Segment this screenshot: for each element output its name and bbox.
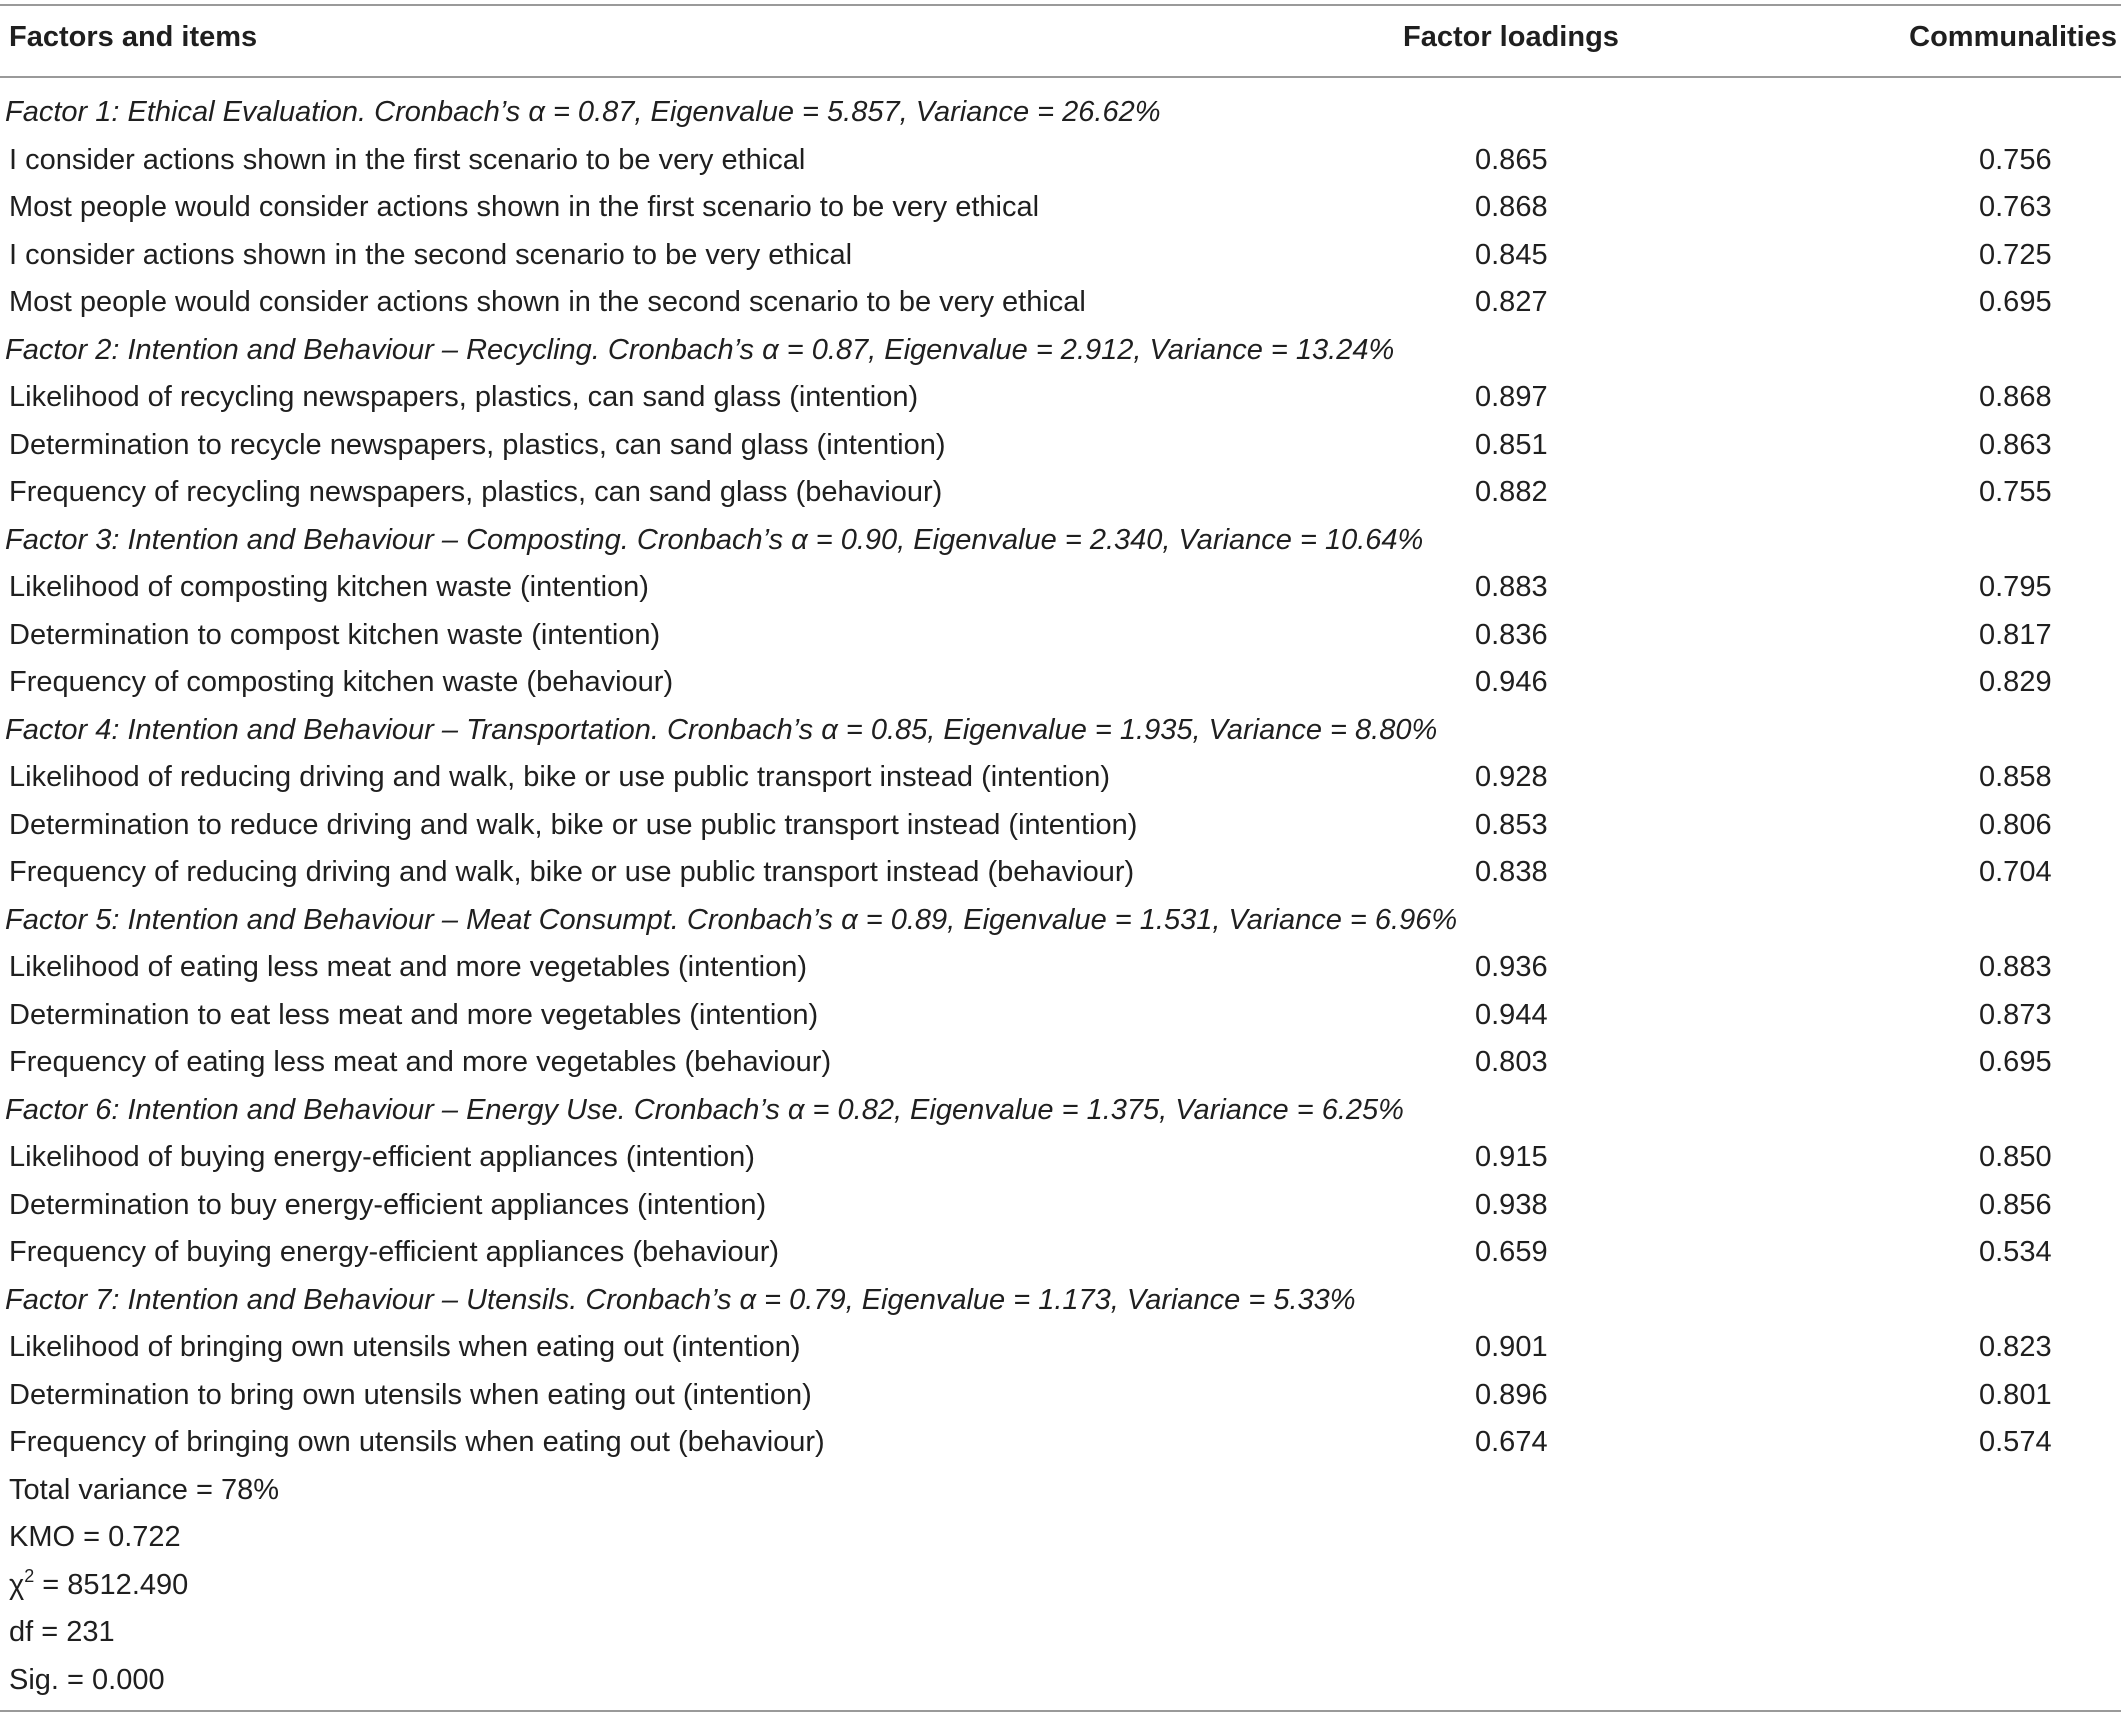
chi-exponent: 2 bbox=[24, 1565, 35, 1586]
summary-sig bbox=[0, 1657, 2121, 1705]
item-label: Frequency of recycling newspapers, plastics, can sand glass (behaviour) bbox=[9, 476, 943, 508]
table-row bbox=[0, 849, 2121, 897]
factor-loading: 0.803 bbox=[1475, 1046, 1548, 1078]
table-row bbox=[0, 1134, 2121, 1182]
table-row bbox=[0, 1182, 2121, 1230]
header-factors-and-items: Factors and items bbox=[9, 21, 258, 53]
summary-chi-square bbox=[0, 1562, 2121, 1610]
communality: 0.850 bbox=[1979, 1141, 2052, 1173]
factor-label: Factor 3: Intention and Behaviour – Composting. Cronbach’s α = 0.90, Eigenvalue = 2.340, Variance = 10.64% bbox=[5, 523, 1424, 556]
header-factor-loadings: Factor loadings bbox=[1403, 21, 1619, 53]
factor-label: Factor 1: Ethical Evaluation. Cronbach’s α = 0.87, Eigenvalue = 5.857, Variance = 26.62% bbox=[5, 96, 1161, 128]
factor-loading: 0.868 bbox=[1475, 191, 1548, 223]
factor-row bbox=[0, 1277, 2121, 1325]
communality: 0.704 bbox=[1979, 856, 2052, 888]
factor-row bbox=[0, 1087, 2121, 1135]
factor-loading: 0.883 bbox=[1475, 571, 1548, 603]
factor-label: Factor 4: Intention and Behaviour – Transportation. Cronbach’s α = 0.85, Eigenvalue = 1.935, Variance = 8.80% bbox=[5, 713, 1438, 746]
factor-row bbox=[0, 517, 2121, 565]
item-label: Frequency of eating less meat and more vegetables (behaviour) bbox=[9, 1046, 832, 1078]
item-label: Frequency of bringing own utensils when eating out (behaviour) bbox=[9, 1426, 825, 1458]
factor-label: Factor 2: Intention and Behaviour – Recycling. Cronbach’s α = 0.87, Eigenvalue = 2.912, Variance = 13.24% bbox=[5, 333, 1395, 366]
summary-df bbox=[0, 1609, 2121, 1657]
communality: 0.863 bbox=[1979, 428, 2052, 461]
communality: 0.823 bbox=[1979, 1331, 2052, 1363]
communality: 0.829 bbox=[1979, 666, 2052, 698]
factor-loading: 0.865 bbox=[1475, 143, 1548, 176]
factor-loading: 0.896 bbox=[1475, 1378, 1548, 1411]
communality: 0.763 bbox=[1979, 191, 2052, 223]
factor-loading: 0.936 bbox=[1475, 951, 1548, 983]
factor-loading: 0.827 bbox=[1475, 286, 1548, 318]
summary-total-variance bbox=[0, 1467, 2121, 1515]
table-row bbox=[0, 802, 2121, 850]
table-row bbox=[0, 944, 2121, 992]
item-label: Likelihood of buying energy-efficient appliances (intention) bbox=[9, 1141, 755, 1173]
communality: 0.755 bbox=[1979, 476, 2052, 508]
table-row bbox=[0, 1229, 2121, 1277]
table-row bbox=[0, 992, 2121, 1040]
table-row bbox=[0, 279, 2121, 327]
communality: 0.806 bbox=[1979, 808, 2052, 841]
factor-loading: 0.901 bbox=[1475, 1331, 1548, 1363]
df-text: df = 231 bbox=[9, 1616, 115, 1648]
factor-loading: 0.659 bbox=[1475, 1236, 1548, 1268]
table-row bbox=[0, 754, 2121, 802]
factor-label: Factor 5: Intention and Behaviour – Meat Consumpt. Cronbach’s α = 0.89, Eigenvalue = 1.531, Variance = 6.96% bbox=[5, 903, 1458, 936]
chi-symbol: χ bbox=[9, 1568, 25, 1601]
communality: 0.883 bbox=[1979, 951, 2052, 983]
communality: 0.873 bbox=[1979, 998, 2052, 1031]
communality: 0.801 bbox=[1979, 1378, 2052, 1411]
communality: 0.695 bbox=[1979, 286, 2052, 318]
table-body bbox=[0, 89, 2121, 1704]
table-row bbox=[0, 564, 2121, 612]
communality: 0.574 bbox=[1979, 1426, 2052, 1458]
factor-loading: 0.928 bbox=[1475, 761, 1548, 793]
total-variance-text: Total variance = 78% bbox=[9, 1473, 280, 1506]
item-label: I consider actions shown in the second scenario to be very ethical bbox=[9, 238, 853, 271]
communality: 0.795 bbox=[1979, 571, 2052, 603]
factor-loading: 0.882 bbox=[1475, 476, 1548, 508]
item-label: Determination to eat less meat and more vegetables (intention) bbox=[9, 998, 819, 1031]
factor-loading: 0.946 bbox=[1475, 666, 1548, 698]
factor-loading: 0.845 bbox=[1475, 238, 1548, 271]
table-row bbox=[0, 1039, 2121, 1087]
item-label: Likelihood of recycling newspapers, plastics, can sand glass (intention) bbox=[9, 381, 919, 413]
table-row bbox=[0, 659, 2121, 707]
item-label: I consider actions shown in the first scenario to be very ethical bbox=[9, 143, 806, 176]
item-label: Frequency of composting kitchen waste (behaviour) bbox=[9, 666, 674, 698]
sig-text: Sig. = 0.000 bbox=[9, 1663, 165, 1696]
communality: 0.725 bbox=[1979, 238, 2052, 271]
communality: 0.817 bbox=[1979, 618, 2052, 651]
communality: 0.756 bbox=[1979, 143, 2052, 176]
item-label: Determination to recycle newspapers, plastics, can sand glass (intention) bbox=[9, 428, 946, 461]
factor-row bbox=[0, 707, 2121, 755]
kmo-text: KMO = 0.722 bbox=[9, 1521, 181, 1553]
table-row bbox=[0, 612, 2121, 660]
table-row bbox=[0, 1324, 2121, 1372]
bottom-rule bbox=[0, 1710, 2121, 1712]
factor-label: Factor 7: Intention and Behaviour – Utensils. Cronbach’s α = 0.79, Eigenvalue = 1.173, Variance = 5.33% bbox=[5, 1283, 1356, 1316]
item-label: Likelihood of bringing own utensils when eating out (intention) bbox=[9, 1331, 801, 1363]
communality: 0.695 bbox=[1979, 1046, 2052, 1078]
table-row bbox=[0, 422, 2121, 470]
table-row bbox=[0, 1419, 2121, 1467]
factor-loading: 0.938 bbox=[1475, 1188, 1548, 1221]
item-label: Determination to buy energy-efficient appliances (intention) bbox=[9, 1188, 767, 1221]
item-label: Determination to reduce driving and walk, bike or use public transport instead (intention) bbox=[9, 808, 1138, 841]
chi-square-text bbox=[9, 1562, 188, 1610]
summary-kmo bbox=[0, 1514, 2121, 1562]
communality: 0.858 bbox=[1979, 761, 2052, 793]
factor-loading: 0.838 bbox=[1475, 856, 1548, 888]
table-row bbox=[0, 184, 2121, 232]
header-rule bbox=[0, 76, 2121, 78]
item-label: Frequency of buying energy-efficient appliances (behaviour) bbox=[9, 1236, 780, 1268]
item-label: Determination to bring own utensils when eating out (intention) bbox=[9, 1378, 812, 1411]
communality: 0.856 bbox=[1979, 1188, 2052, 1221]
item-label: Frequency of reducing driving and walk, bike or use public transport instead (behaviour) bbox=[9, 856, 1135, 888]
item-label: Most people would consider actions shown in the first scenario to be very ethical bbox=[9, 191, 1040, 223]
factor-loading: 0.944 bbox=[1475, 998, 1548, 1031]
factor-row bbox=[0, 327, 2121, 375]
factor-loading: 0.897 bbox=[1475, 381, 1548, 413]
table-row bbox=[0, 137, 2121, 185]
item-label: Likelihood of composting kitchen waste (intention) bbox=[9, 571, 649, 603]
item-label: Likelihood of reducing driving and walk, bike or use public transport instead (intention) bbox=[9, 761, 1111, 793]
factor-loading: 0.915 bbox=[1475, 1141, 1548, 1173]
factor-loading: 0.851 bbox=[1475, 428, 1548, 461]
factor-row bbox=[0, 89, 2121, 137]
factor-loading: 0.674 bbox=[1475, 1426, 1548, 1458]
table-row bbox=[0, 232, 2121, 280]
table-row bbox=[0, 1372, 2121, 1420]
communality: 0.534 bbox=[1979, 1236, 2052, 1268]
table-header bbox=[0, 0, 2121, 76]
item-label: Likelihood of eating less meat and more vegetables (intention) bbox=[9, 951, 807, 983]
factor-row bbox=[0, 897, 2121, 945]
item-label: Determination to compost kitchen waste (intention) bbox=[9, 618, 661, 651]
factor-loading: 0.853 bbox=[1475, 808, 1548, 841]
table-row bbox=[0, 469, 2121, 517]
factor-loading: 0.836 bbox=[1475, 618, 1548, 651]
item-label: Most people would consider actions shown in the second scenario to be very ethical bbox=[9, 286, 1086, 318]
chi-value: = 8512.490 bbox=[34, 1568, 189, 1601]
table-row bbox=[0, 374, 2121, 422]
communality: 0.868 bbox=[1979, 381, 2052, 413]
factor-label: Factor 6: Intention and Behaviour – Energy Use. Cronbach’s α = 0.82, Eigenvalue = 1.375, Variance = 6.25% bbox=[5, 1093, 1404, 1126]
header-communalities: Communalities bbox=[1909, 21, 2117, 53]
